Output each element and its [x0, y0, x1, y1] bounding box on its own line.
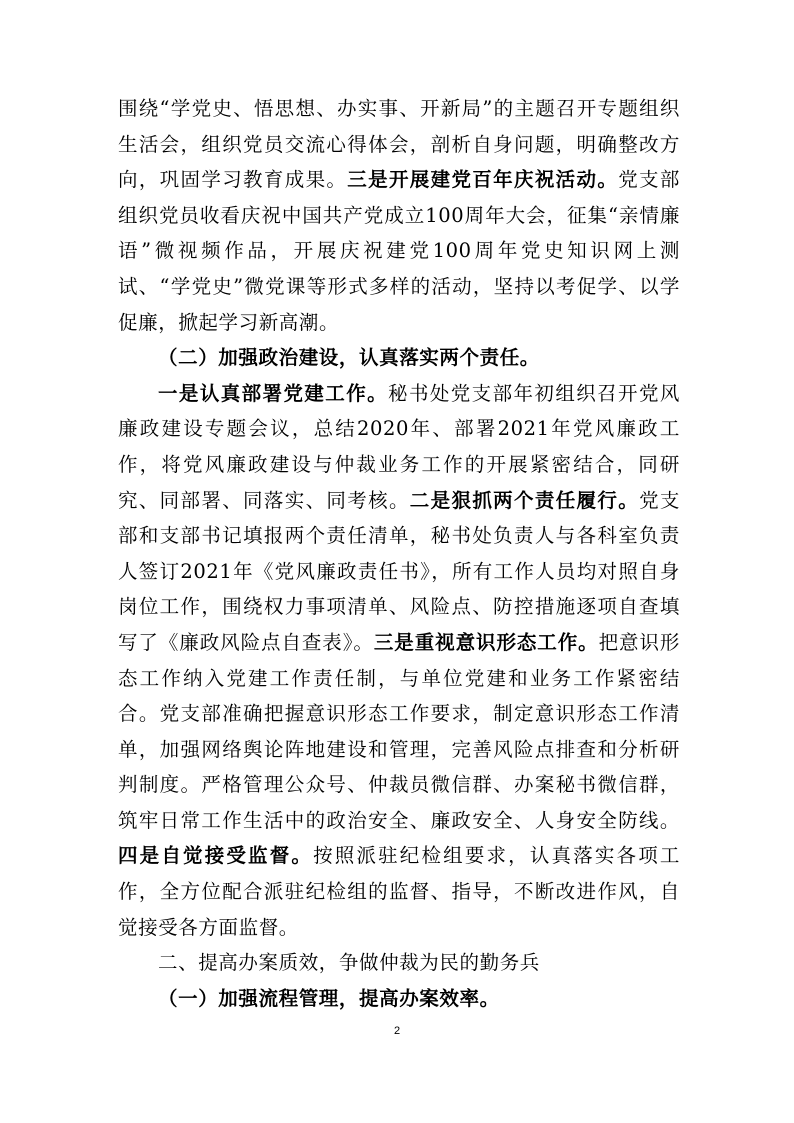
paragraph-party-history-study	[118, 91, 680, 340]
section-heading-political-building: （二）加强政治建设，认真落实两个责任。	[158, 346, 540, 370]
paragraph-segment: 党支部组织党员收看庆祝中国共产党成立100周年大会，征集“亲情廉语”微视频作品，开展庆祝建党100周年党史知识网上测试、“学党史”微党课等形式多样的活动，坚持以考促学、以学促廉，掀起学习新高潮。	[118, 168, 680, 334]
paragraph-segment: 围绕“学党史、悟思想、办实事、开新局”的主题召开专题组织生活会，组织党员交流心得体会，剖析自身问题，明确整改方向，巩固学习教育成果。	[118, 97, 680, 192]
paragraph-segment-bold: 三是重视意识形态工作。	[373, 630, 599, 654]
paragraph-segment-bold: 一是认真部署党建工作。	[158, 381, 389, 405]
paragraph-segment: 把意识形态工作纳入党建工作责任制，与单位党建和业务工作紧密结合。党支部准确把握意识形态工作要求，制定意识形态工作清单，加强网络舆论阵地建设和管理，完善风险点排查和分析研判制度。严格管理公众号、仲裁员微信群、办案秘书微信群，筑牢日常工作生活中的政治安全、廉政安全、人身安全防线。	[118, 630, 681, 832]
paragraph-segment: 按照派驻纪检组要求，认真落实各项工作，全方位配合派驻纪检组的监督、指导，不断改进作风，自觉接受各方面监督。	[118, 844, 681, 939]
section-heading-case-quality: 二、提高办案质效，争做仲裁为民的勤务兵	[158, 951, 540, 975]
page-number: 2	[393, 1025, 401, 1037]
paragraph-segment: 党支部和支部书记填报两个责任清单，秘书处负责人与各科室负责人签订2021年《党风廉政责任书》，所有工作人员均对照自身岗位工作，围绕权力事项清单、风险点、防控措施逐项自查填写了《廉政风险点自查表》。	[118, 488, 681, 654]
paragraph-political-building	[118, 376, 680, 946]
paragraph-segment-bold: 三是开展建党百年庆祝活动。	[347, 168, 619, 192]
paragraph-segment-bold: 二是狠抓两个责任履行。	[409, 488, 640, 512]
paragraph-segment: 秘书处党支部年初组织召开党风廉政建设专题会议，总结2020年、部署2021年党风廉政工作，将党风廉政建设与仲裁业务工作的开展紧密结合，同研究、同部署、同落实、同考核。	[118, 381, 680, 512]
section-heading-process-management: （一）加强流程管理，提高办案效率。	[158, 986, 500, 1010]
body-text	[118, 91, 680, 1016]
paragraph-segment-bold: 四是自觉接受监督。	[118, 844, 314, 868]
